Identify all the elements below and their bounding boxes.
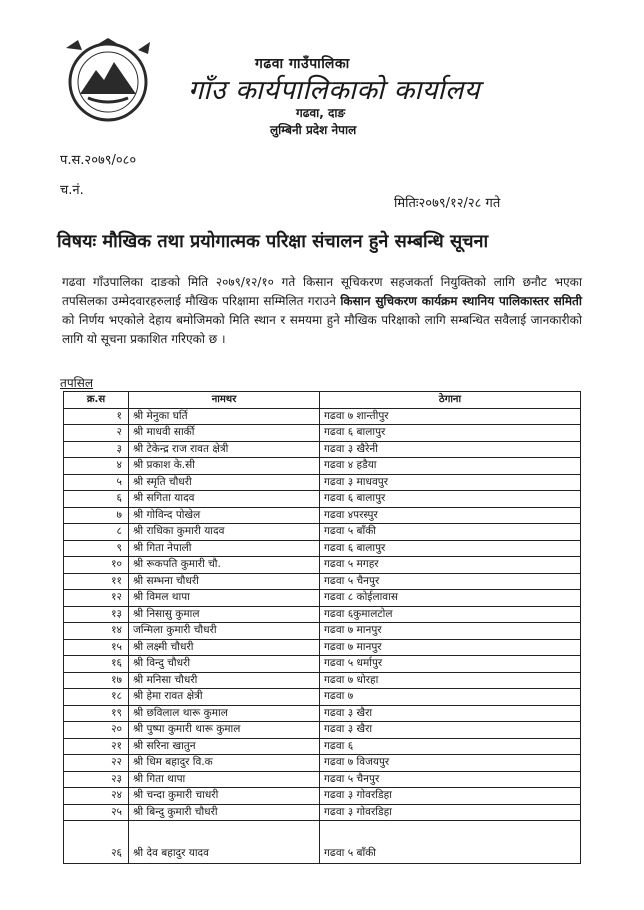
row-serial: ८: [64, 524, 129, 541]
table-row: [64, 689, 581, 706]
row-serial: २२: [64, 755, 129, 772]
row-name: श्री गिता थापा: [129, 771, 320, 788]
row-name: श्री हेमा रावत क्षेत्री: [129, 689, 320, 706]
row-name: श्री गोविन्द पोखेल: [129, 507, 320, 524]
table-row: [64, 441, 581, 458]
table-row: [64, 425, 581, 442]
row-address: गढवा ४ हडैया: [320, 458, 581, 475]
row-address: गढवा ५ बाँकी: [320, 524, 581, 541]
table-row: [64, 639, 581, 656]
row-serial: ३: [64, 441, 129, 458]
row-name: श्री लक्ष्मी चौधरी: [129, 639, 320, 656]
row-address: गढवा ७ विजयपुर: [320, 755, 581, 772]
table-row: [64, 557, 581, 574]
row-address: गढवा ५ चैनपुर: [320, 771, 581, 788]
table-title: तपसिल: [60, 376, 94, 390]
row-serial: १८: [64, 689, 129, 706]
body-committee: किसान सुचिकरण कार्यक्रम स्थानिय पालिकास्तर समिती: [340, 294, 582, 308]
office-province: लुम्बिनी प्रदेश नेपाल: [270, 123, 357, 137]
table-row: [64, 738, 581, 755]
row-serial: ५: [64, 474, 129, 491]
row-name: श्री सगिता यादव: [129, 491, 320, 508]
header-serial: क्र.स: [64, 392, 129, 409]
row-name: श्री पुष्पा कुमारी थारू कुमाल: [129, 722, 320, 739]
table-header-row: [64, 392, 581, 409]
row-serial: १७: [64, 672, 129, 689]
table-row: [64, 804, 581, 821]
table-row: [64, 821, 581, 864]
row-name: श्री विन्दु चौधरी: [129, 656, 320, 673]
row-name: श्री निसासु कुमाल: [129, 606, 320, 623]
row-serial: ४: [64, 458, 129, 475]
row-address: गढवा ५ धर्मापुर: [320, 656, 581, 673]
body-part-2: को निर्णय भएकोले देहाय बमोजिमको मिति स्थान र समयमा हुने मौखिक परिक्षाको लागि सम्बन्धित सवैलाई जानकारीको लागि यो सूचना प्रकाशित गरिएको छ ।: [62, 313, 582, 346]
row-address: गढवा ३ गोवरडिहा: [320, 804, 581, 821]
table-row: [64, 573, 581, 590]
row-address: गढवा ५ चैनपुर: [320, 573, 581, 590]
notice-date: मितिः२०७९/१२/२८ गते: [394, 196, 501, 211]
table-row: [64, 788, 581, 805]
row-address: गढवा ७: [320, 689, 581, 706]
table-row: [64, 524, 581, 541]
body-part-1: गढवा गाँउपालिका दाङको मिति २०७९/१२/१० गते किसान सूचिकरण सहजकर्ता नियुक्तिको लागि छनौट भएका तपसिलका उम्मेदवारहरुलाई मौखिक परिक्षामा सम्मिलित गराउने: [62, 275, 582, 308]
table-row: [64, 408, 581, 425]
row-address: गढवा ७ मानपुर: [320, 623, 581, 640]
row-name: श्री मनिसा चौधरी: [129, 672, 320, 689]
table-row: [64, 705, 581, 722]
candidate-table: [63, 391, 581, 864]
row-address: गढवा ८ कोईलावास: [320, 590, 581, 607]
row-serial: २५: [64, 804, 129, 821]
table-row: [64, 606, 581, 623]
row-name: श्री राधिका कुमारी यादव: [129, 524, 320, 541]
row-name: श्री रूकपति कुमारी चौ.: [129, 557, 320, 574]
row-serial: १५: [64, 639, 129, 656]
row-serial: ११: [64, 573, 129, 590]
row-address: गढवा ५ बाँकी: [320, 821, 581, 864]
row-name: श्री देव बहादुर यादव: [129, 821, 320, 864]
row-name: श्री गिता नेपाली: [129, 540, 320, 557]
row-name: श्री विमल थापा: [129, 590, 320, 607]
row-name: श्री छविलाल थारू कुमाल: [129, 705, 320, 722]
row-address: गढवा ३ खैरेनी: [320, 441, 581, 458]
row-address: गढवा ७ धोरहा: [320, 672, 581, 689]
row-address: गढवा ३ माधवपुर: [320, 474, 581, 491]
row-name: श्री चन्दा कुमारी चाधरी: [129, 788, 320, 805]
row-serial: ६: [64, 491, 129, 508]
row-address: गढवा ३ खैरा: [320, 705, 581, 722]
row-name: श्री बिन्दु कुमारी चौधरी: [129, 804, 320, 821]
row-address: गढवा ७ मानपुर: [320, 639, 581, 656]
office-title: गाँउ कार्यपालिकाको कार्यालय: [188, 75, 480, 106]
row-name: श्री टेकेन्द्र राज रावत क्षेत्री: [129, 441, 320, 458]
row-serial: १०: [64, 557, 129, 574]
table-row: [64, 771, 581, 788]
notice-body: [62, 273, 582, 349]
row-serial: २६: [64, 821, 129, 864]
row-address: गढवा ६ बालापुर: [320, 425, 581, 442]
row-address: गढवा ६: [320, 738, 581, 755]
row-serial: १२: [64, 590, 129, 607]
row-serial: १९: [64, 705, 129, 722]
table-row: [64, 491, 581, 508]
row-name: श्री सम्भना चौधरी: [129, 573, 320, 590]
table-row: [64, 458, 581, 475]
municipality-name: गढवा गाउँपालिका: [255, 56, 350, 72]
table-row: [64, 722, 581, 739]
row-serial: १३: [64, 606, 129, 623]
row-name: श्री स्मृति चौधरी: [129, 474, 320, 491]
table-row: [64, 590, 581, 607]
table-row: [64, 672, 581, 689]
table-row: [64, 623, 581, 640]
row-name: श्री प्रकाश के.सी: [129, 458, 320, 475]
notice-subject: विषयः मौखिक तथा प्रयोगात्मक परिक्षा संचालन हुने सम्बन्धि सूचना: [57, 231, 489, 252]
row-name: जन्मिला कुमारी चौधरी: [129, 623, 320, 640]
row-address: गढवा ६ बालापुर: [320, 540, 581, 557]
row-serial: १: [64, 408, 129, 425]
row-address: गढवा ३ गोवरडिहा: [320, 788, 581, 805]
reference-number: प.स.२०७९/०८०: [60, 153, 137, 168]
table-row: [64, 755, 581, 772]
row-serial: ७: [64, 507, 129, 524]
row-name: श्री सरिना खातुन: [129, 738, 320, 755]
row-serial: २४: [64, 788, 129, 805]
row-serial: २: [64, 425, 129, 442]
row-address: गढवा ३ खैरा: [320, 722, 581, 739]
row-address: गढवा ६ बालापुर: [320, 491, 581, 508]
row-serial: ९: [64, 540, 129, 557]
table-row: [64, 507, 581, 524]
header-name: नामथर: [129, 392, 320, 409]
emblem-icon: [58, 36, 158, 122]
dispatch-number: च.नं.: [60, 183, 84, 198]
row-name: श्री धिम बहादुर वि.क: [129, 755, 320, 772]
row-serial: २०: [64, 722, 129, 739]
row-address: गढवा ४परस्पुर: [320, 507, 581, 524]
office-location: गढवा, दाङ: [296, 106, 346, 120]
row-address: गढवा ६कुमालटोल: [320, 606, 581, 623]
row-serial: १६: [64, 656, 129, 673]
row-name: श्री मेनुका घर्ति: [129, 408, 320, 425]
table-row: [64, 474, 581, 491]
row-address: गढवा ५ मगहर: [320, 557, 581, 574]
table-row: [64, 540, 581, 557]
row-serial: १४: [64, 623, 129, 640]
row-serial: २३: [64, 771, 129, 788]
row-serial: २१: [64, 738, 129, 755]
header-address: ठेगाना: [320, 392, 581, 409]
row-address: गढवा ७ शान्तीपुर: [320, 408, 581, 425]
table-row: [64, 656, 581, 673]
row-name: श्री माधवी सार्की: [129, 425, 320, 442]
